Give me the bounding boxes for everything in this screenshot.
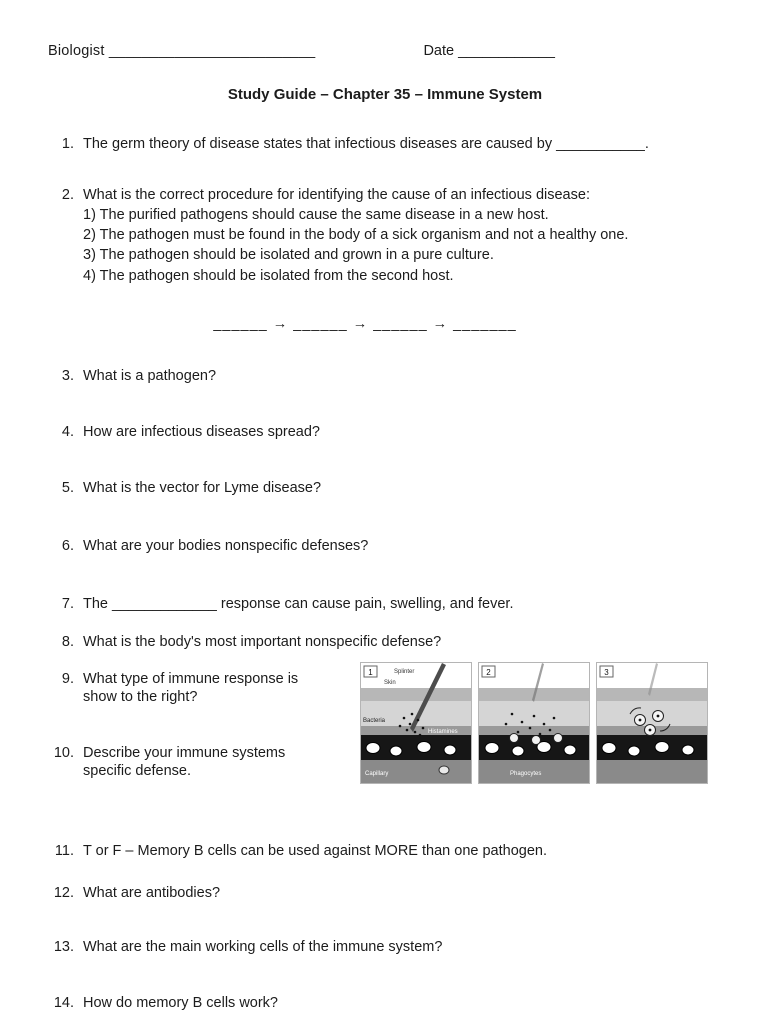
question-7 [48, 595, 722, 613]
question-number: 14. [53, 994, 74, 1011]
question-text: What is a pathogen? [83, 367, 217, 384]
question-4 [48, 423, 722, 441]
question-11 [48, 842, 722, 860]
question-5 [48, 479, 722, 497]
date-line: Date ____________ [423, 43, 555, 59]
question-2 [48, 186, 722, 285]
question-text: What type of immune response is show to the right? [83, 670, 299, 705]
phagocytes-label: Phagocytes [510, 770, 542, 777]
question-text: What are antibodies? [83, 884, 221, 901]
biologist-name-line: Biologist _________________________ [48, 43, 316, 59]
figure-panel-3 [596, 662, 708, 784]
question-12 [48, 884, 722, 902]
question-13 [48, 938, 722, 956]
question-text: Describe your immune systems specific defense. [83, 744, 286, 779]
question-text: How are infectious diseases spread? [83, 423, 320, 440]
questions-9-10-with-figure [48, 667, 722, 784]
question-text: T or F – Memory B cells can be used against MORE than one pathogen. [83, 842, 547, 859]
question-text: The germ theory of disease states that infectious diseases are caused by ___________. [83, 135, 649, 152]
question-6 [48, 537, 722, 555]
histamines-label: Histamines [428, 728, 458, 735]
question-number: 10. [53, 744, 74, 761]
question-3 [48, 367, 722, 385]
question-number: 8. [61, 634, 74, 651]
figure-panel-2 [478, 662, 590, 784]
immune-response-figure [360, 662, 708, 784]
panel-number: 2 [486, 667, 491, 677]
splinter-label: Splinter [394, 668, 415, 675]
question-number: 2. [61, 187, 74, 203]
question-1 [48, 135, 722, 153]
page-title: Study Guide – Chapter 35 – Immune System [227, 86, 543, 104]
question-number: 5. [61, 480, 74, 496]
panel-number: 3 [604, 667, 609, 677]
question-text: The _____________ response can cause pain, swelling, and fever. [83, 596, 514, 613]
question-text: What are the main working cells of the immune system? [83, 938, 443, 955]
question-number: 4. [61, 423, 74, 440]
header-row [48, 42, 722, 60]
question-2-subitem: 4) The pathogen should be isolated from the second host. [83, 267, 454, 284]
question-text: What is the correct procedure for identifying the cause of an infectious disease: [83, 187, 590, 203]
question-text: What are your bodies nonspecific defenses? [83, 538, 369, 555]
question-number: 13. [53, 938, 74, 955]
figure-panel-1 [360, 662, 472, 784]
question-2-subitem: 3) The pathogen should be isolated and grown in a pure culture. [83, 247, 494, 264]
question-number: 6. [61, 538, 74, 555]
skin-label: Skin [384, 679, 396, 686]
question-9 [48, 670, 360, 706]
question-number: 11. [54, 842, 74, 859]
question-number: 3. [61, 367, 74, 384]
question-14 [48, 994, 722, 1012]
question-8 [48, 633, 722, 651]
question-number: 1. [61, 135, 74, 152]
capillary-label: Capillary [365, 770, 389, 777]
bacteria-label: Bacteria [363, 717, 386, 724]
question-2-subitem: 1) The purified pathogens should cause the same disease in a new host. [83, 207, 549, 224]
question-text: What is the body's most important nonspecific defense? [83, 634, 442, 651]
question-number: 7. [61, 596, 74, 613]
question-10 [48, 744, 360, 780]
panel-number: 1 [368, 667, 373, 677]
question-2-subitem: 2) The pathogen must be found in the body of a sick organism and not a healthy one. [83, 227, 629, 244]
question-text: What is the vector for Lyme disease? [83, 480, 322, 496]
question-number: 12. [53, 884, 74, 901]
question-text: How do memory B cells work? [83, 994, 278, 1011]
question-number: 9. [61, 670, 74, 687]
answer-sequence-line: ______ → ______ → ______ → _______ [213, 315, 517, 332]
